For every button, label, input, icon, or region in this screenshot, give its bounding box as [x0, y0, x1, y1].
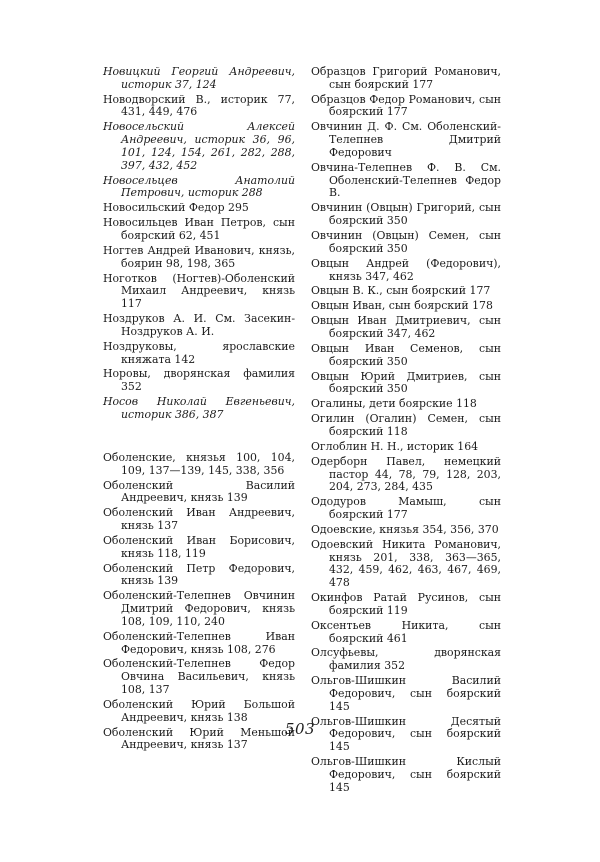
index-entry: Олсуфьевы, дворянская фамилия 352 — [311, 646, 501, 673]
index-entry: Норовы, дворянская фамилия 352 — [103, 367, 295, 394]
index-entry: Новицкий Георгий Андреевич, историк 37, 124 — [103, 65, 295, 91]
index-entry: Оболенский Юрий Меньшой Андреевич, князь 137 — [103, 725, 295, 752]
index-entry: Овчинин Д. Ф. См. Оболенский-Телепнев Дмитрий Федорович — [311, 120, 501, 159]
left-entries-group-n — [103, 66, 295, 422]
index-entry: Оболенский Петр Федорович, князь 139 — [103, 561, 295, 588]
left-column — [103, 66, 295, 754]
index-entry: Образцов Федор Романович, сын боярский 177 — [311, 92, 501, 119]
index-entry: Овчинин (Овцын) Григорий, сын боярский 350 — [311, 201, 501, 228]
index-entry: Окинфов Ратай Русинов, сын боярский 119 — [311, 591, 501, 617]
index-entry: Одерборн Павел, немецкий пастор 44, 78, 79, 128, 203, 204, 273, 284, 435 — [311, 454, 501, 494]
index-entry: Одоевский Никита Романович, князь 201, 338, 363—365, 432, 459, 462, 463, 467, 469, 478 — [311, 537, 501, 590]
index-entry: Ноздруковы, ярославские княжата 142 — [103, 339, 295, 366]
index-entry: Носов Николай Евгеньевич, историк 386, 387 — [103, 395, 295, 421]
index-entry: Оболенский-Телепнев Иван Федорович, князь 108, 276 — [103, 629, 295, 656]
index-entry: Овцын Андрей (Федорович), князь 347, 462 — [311, 256, 501, 283]
index-entry: Новосильский Федор 295 — [103, 201, 249, 215]
index-entry: Овчина-Телепнев Ф. В. См. Оболенский-Телепнев Федор В. — [311, 160, 501, 200]
index-entry: Новосельцев Анатолий Петрович, историк 288 — [103, 173, 295, 200]
index-entry: Оболенский Василий Андреевич, князь 139 — [103, 478, 295, 505]
index-entry: Огалины, дети боярские 118 — [311, 397, 477, 411]
index-entry: Овцын Иван Семенов, сын боярский 350 — [311, 341, 501, 368]
index-entry: Ододуров Мамыш, сын боярский 177 — [311, 495, 501, 521]
index-entry: Ольгов-Шишкин Кислый Федорович, сын боярский 145 — [311, 755, 501, 794]
index-entry: Новосильцев Иван Петров, сын боярский 62, 451 — [103, 216, 295, 243]
index-entry: Овцын Иван, сын боярский 178 — [311, 299, 493, 313]
left-entries-group-o — [103, 452, 295, 752]
index-entry: Оксентьев Никита, сын боярский 461 — [311, 618, 501, 645]
index-entry: Овчинин (Овцын) Семен, сын боярский 350 — [311, 229, 501, 255]
index-entry: Оболенский Юрий Большой Андреевич, князь 138 — [103, 697, 295, 724]
index-entry: Огилин (Огалин) Семен, сын боярский 118 — [311, 412, 501, 438]
index-entry: Оболенский-Телепнев Овчинин Дмитрий Федорович, князь 108, 109, 110, 240 — [103, 589, 295, 628]
right-entries — [311, 66, 501, 794]
index-entry: Оболенские, князья 100, 104, 109, 137—139, 145, 338, 356 — [103, 450, 295, 477]
index-entry: Ноготков (Ногтев)-Оболенский Михаил Андреевич, князь 117 — [103, 271, 295, 311]
index-entry: Овцын Иван Дмитриевич, сын боярский 347, 462 — [311, 314, 501, 340]
index-entry: Ногтев Андрей Иванович, князь, боярин 98, 198, 365 — [103, 243, 295, 270]
index-entry: Ноздруков А. И. См. Засекин-Ноздруков А. И. — [103, 312, 295, 338]
index-entry: Образцов Григорий Романович, сын боярский 177 — [311, 65, 501, 91]
index-entry: Оглоблин Н. Н., историк 164 — [311, 439, 479, 453]
index-entry: Оболенский-Телепнев Федор Овчина Васильевич, князь 108, 137 — [103, 657, 295, 697]
index-entry: Ольгов-Шишкин Василий Федорович, сын боярский 145 — [311, 674, 501, 713]
index-entry: Новосельский Алексей Андреевич, историк 36, 96, 101, 124, 154, 261, 282, 288, 397, 432, 452 — [103, 120, 295, 172]
index-entry: Одоевские, князья 354, 356, 370 — [311, 522, 499, 536]
right-column — [311, 66, 501, 797]
index-entry: Ольгов-Шишкин Десятый Федорович, сын боярский 145 — [311, 714, 501, 754]
section-gap — [103, 424, 295, 452]
page-number: 503 — [284, 720, 316, 738]
index-entry: Овцын В. К., сын боярский 177 — [311, 284, 491, 298]
index-entry: Оболенский Иван Борисович, князь 118, 119 — [103, 533, 295, 560]
index-entry: Оболенский Иван Андреевич, князь 137 — [103, 506, 295, 533]
index-entry: Новодворский В., историк 77, 431, 449, 476 — [103, 92, 295, 119]
index-entry: Овцын Юрий Дмитриев, сын боярский 350 — [311, 369, 501, 396]
